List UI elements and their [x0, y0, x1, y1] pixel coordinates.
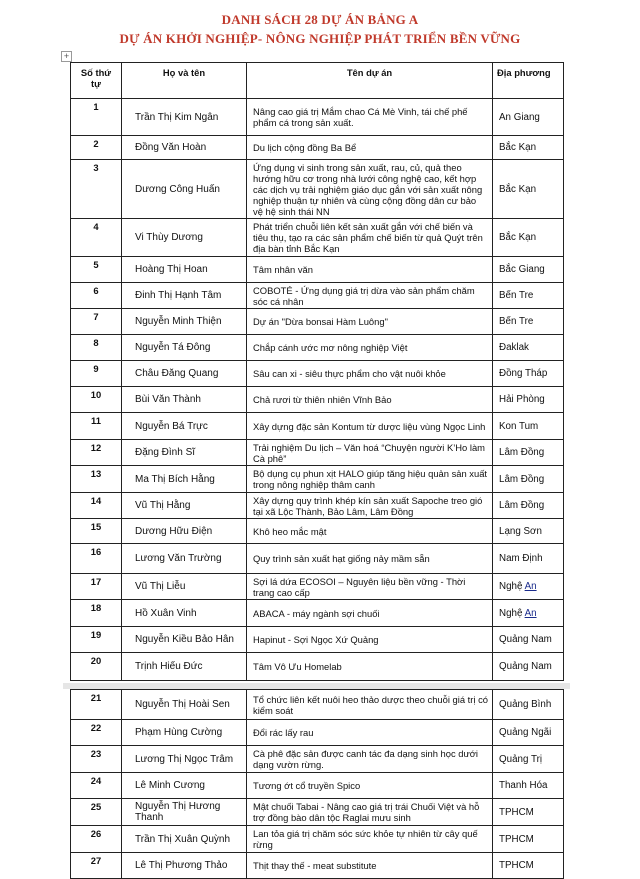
row-number-text: 12 [90, 442, 102, 453]
row-number [71, 690, 122, 720]
row-number [71, 773, 122, 799]
row-project [247, 466, 493, 493]
row-name-text: Dương Hữu Điện [135, 525, 213, 537]
row-number-text: 19 [90, 629, 102, 640]
document-title: DANH SÁCH 28 DỰ ÁN BẢNG A [221, 12, 419, 27]
row-location [493, 283, 564, 309]
row-project [247, 853, 493, 879]
table-row [71, 720, 564, 746]
row-location-text: Nghệ [499, 607, 523, 619]
row-location [493, 493, 564, 519]
table-row [71, 413, 564, 440]
row-name [122, 653, 247, 681]
row-location [493, 799, 564, 826]
row-number [71, 160, 122, 219]
row-number [71, 799, 122, 826]
row-name-text: Đồng Văn Hoàn [135, 142, 207, 153]
table-row [71, 627, 564, 653]
row-project-text: Khô heo mắc mật [253, 525, 327, 537]
row-name-text: Hoàng Thị Hoan [135, 264, 208, 275]
row-project-text: Tâm nhân văn [253, 264, 313, 275]
row-project-text: Tương ớt cổ truyền Spico [253, 780, 361, 791]
row-project-text: Thịt thay thế - meat substitute [253, 860, 377, 871]
row-project-text: Dự án "Dừa bonsai Hàm Luông" [253, 316, 388, 327]
row-name [122, 493, 247, 519]
table-row [71, 544, 564, 574]
row-number-text: 4 [93, 221, 99, 232]
row-location [493, 136, 564, 160]
row-project [247, 653, 493, 681]
row-number-text: 20 [90, 655, 102, 666]
row-location [493, 99, 564, 136]
row-project-text: Chắp cánh ước mơ nông nghiệp Việt [253, 342, 408, 353]
row-location [493, 309, 564, 335]
row-name-text: Ma Thị Bích Hằng [135, 473, 215, 485]
row-location-text: Lạng Sơn [499, 525, 542, 537]
row-project [247, 440, 493, 466]
row-name [122, 219, 247, 257]
row-number-text: 15 [90, 521, 102, 532]
row-number [71, 309, 122, 335]
row-number-text: 1 [93, 101, 99, 112]
row-location [493, 627, 564, 653]
row-location [493, 413, 564, 440]
row-number-text: 26 [90, 828, 102, 839]
row-project-text: Cà phê đặc sản được canh tác đa dạng sinh học dưới dạng vườn rừng. [253, 748, 478, 770]
table-row [71, 466, 564, 493]
row-location [493, 335, 564, 361]
row-location-text: Lâm Đồng [499, 473, 545, 485]
row-project [247, 257, 493, 283]
row-name [122, 720, 247, 746]
row-name [122, 544, 247, 574]
table-row [71, 574, 564, 600]
row-number [71, 826, 122, 853]
row-location [493, 826, 564, 853]
row-location [493, 773, 564, 799]
row-project-text: Xây dựng quy trình khép kín sản xuất Sapoche treo gió tại xã Lộc Thành, Bảo Lâm, Lâm Đồng [253, 494, 483, 517]
row-location [493, 387, 564, 413]
row-name-text: Hồ Xuân Vinh [135, 607, 197, 619]
row-project-text: Tổ chức liên kết nuôi heo thảo dược theo chuỗi giá trị có kiểm soát [253, 693, 488, 716]
row-project-text: Quy trình sản xuất hạt giống nảy mầm sẵn [253, 553, 430, 564]
table-row [71, 136, 564, 160]
row-name [122, 99, 247, 136]
row-location [493, 574, 564, 600]
document-subtitle: DỰ ÁN KHỞI NGHIỆP- NÔNG NGHIỆP PHÁT TRIỂN BỀN VỮNG [119, 31, 521, 46]
row-location [493, 600, 564, 627]
row-number [71, 361, 122, 387]
row-location [493, 690, 564, 720]
row-number-text: 14 [90, 495, 102, 506]
row-number [71, 283, 122, 309]
table-row [71, 690, 564, 720]
table-row [71, 283, 564, 309]
row-name-text: Trần Thị Kim Ngân [135, 111, 219, 123]
row-location-text: Bắc Kạn [499, 183, 537, 195]
row-location-text: TPHCM [499, 860, 534, 871]
row-location-text: Thanh Hóa [499, 780, 548, 791]
row-project [247, 136, 493, 160]
row-project [247, 544, 493, 574]
row-location [493, 746, 564, 773]
table-row [71, 493, 564, 519]
row-name-text: Bùi Văn Thành [135, 394, 201, 405]
row-name-text: Đặng Đình Sĩ [135, 447, 196, 458]
row-name-text: Vi Thùy Dương [135, 232, 203, 243]
row-location-text: TPHCM [499, 833, 534, 845]
row-project-text: Bộ dụng cụ phun xịt HALO giúp tăng hiệu quản sản xuất trong nông nghiệp thâm canh [253, 468, 488, 490]
row-location-text: Quảng Trị [499, 753, 543, 765]
row-project [247, 826, 493, 853]
row-name [122, 519, 247, 544]
row-project [247, 160, 493, 219]
row-name-text: Nguyễn Bá Trực [135, 420, 208, 432]
row-number-text: 7 [93, 311, 99, 322]
row-location [493, 361, 564, 387]
row-name-text: Lương Thị Ngọc Trâm [135, 753, 234, 765]
row-location-text: Quảng Ngãi [499, 727, 552, 738]
row-location-underlined: An [524, 581, 537, 592]
row-project-text: Sâu can xi - siêu thực phẩm cho vật nuôi khỏe [253, 368, 446, 379]
table-row [71, 335, 564, 361]
row-number-text: 17 [90, 576, 102, 587]
row-location [493, 257, 564, 283]
row-project [247, 720, 493, 746]
row-location-text: Đaklak [499, 342, 529, 353]
row-name [122, 853, 247, 879]
row-location [493, 219, 564, 257]
row-project-text: Nâng cao giá trị Mắm chao Cá Mè Vinh, tái chế phế phẩm cá trong sản xuất. [253, 106, 468, 128]
row-name [122, 335, 247, 361]
row-number [71, 519, 122, 544]
row-location-text: An Giang [499, 111, 540, 123]
row-project-text: COBOTÉ - Ứng dụng giá trị dừa vào sản phẩm chăm sóc cá nhân [253, 284, 475, 307]
row-name [122, 773, 247, 799]
row-name-text: Lê Minh Cương [135, 780, 205, 791]
row-name-text: Nguyễn Thị Hoài Sen [135, 699, 230, 710]
row-number [71, 257, 122, 283]
row-number [71, 99, 122, 136]
row-project [247, 574, 493, 600]
row-name-text: Nguyễn Tá Đông [135, 342, 211, 353]
row-project-text: Sợi lá dứa ECOSOI – Nguyên liệu bền vững - Thời trang cao cấp [253, 575, 466, 598]
table-row [71, 361, 564, 387]
row-number-text: 6 [93, 285, 99, 296]
row-location-text: Bến Tre [499, 290, 534, 301]
row-project [247, 799, 493, 826]
row-name-text: Phạm Hùng Cường [135, 727, 223, 738]
row-project [247, 335, 493, 361]
row-number [71, 335, 122, 361]
row-name-text: Nguyễn Kiều Bảo Hân [135, 634, 234, 645]
row-name [122, 466, 247, 493]
row-location-text: Kon Tum [499, 420, 539, 432]
row-number [71, 440, 122, 466]
table-row [71, 826, 564, 853]
row-number-text: 23 [90, 748, 102, 759]
row-project [247, 746, 493, 773]
header-no: Số thứ tự [71, 63, 122, 99]
row-location [493, 160, 564, 219]
row-name [122, 826, 247, 853]
header-name: Họ và tên [122, 63, 247, 99]
row-name [122, 413, 247, 440]
table-row [71, 309, 564, 335]
table-row [71, 387, 564, 413]
row-number-text: 8 [93, 337, 99, 348]
row-location [493, 853, 564, 879]
row-number [71, 627, 122, 653]
row-project [247, 627, 493, 653]
table-move-handle-icon[interactable]: + [61, 51, 72, 62]
row-location [493, 544, 564, 574]
row-name [122, 440, 247, 466]
row-location-text: Bắc Kạn [499, 232, 537, 243]
table-row [71, 853, 564, 879]
row-number [71, 387, 122, 413]
row-project-text: ABACA - máy ngành sợi chuối [253, 607, 380, 619]
table-row [71, 600, 564, 627]
row-number-text: 27 [90, 855, 102, 866]
row-project-text: Trải nghiệm Du lịch – Văn hoá “Chuyện người K’Ho làm Cà phê” [253, 441, 485, 464]
row-name-text: Châu Đăng Quang [135, 368, 219, 379]
row-name-text: Lương Văn Trường [135, 553, 222, 564]
row-location-underlined: An [524, 607, 537, 619]
row-number [71, 574, 122, 600]
row-location-text: Quảng Nam [499, 634, 552, 645]
row-name-text: Nguyễn Minh Thiện [135, 316, 222, 327]
row-name [122, 160, 247, 219]
row-name [122, 690, 247, 720]
row-name-text: Lê Thị Phương Thảo [135, 860, 228, 871]
row-project-text: Đổi rác lấy rau [253, 727, 314, 738]
row-name [122, 257, 247, 283]
row-number [71, 136, 122, 160]
row-location-text: Lâm Đồng [499, 447, 545, 458]
row-name-text: Vũ Thị Liễu [135, 581, 186, 592]
row-project-text: Xây dựng đặc sản Kontum từ dược liệu vùng Ngọc Linh [253, 420, 486, 432]
row-project-text: Du lịch cộng đồng Ba Bể [253, 142, 357, 153]
row-project [247, 361, 493, 387]
row-name-text: Dương Công Huấn [135, 183, 220, 195]
table-row [71, 519, 564, 544]
table-row [71, 653, 564, 681]
row-location-text: Bến Tre [499, 316, 534, 327]
row-number-text: 18 [90, 602, 102, 613]
row-name [122, 283, 247, 309]
row-number [71, 493, 122, 519]
row-project-text: Tâm Vô Ưu Homelab [253, 661, 342, 672]
row-name [122, 309, 247, 335]
row-number-text: 9 [93, 363, 99, 374]
row-project [247, 413, 493, 440]
row-name [122, 799, 247, 826]
row-name [122, 574, 247, 600]
row-location-text: Hải Phòng [499, 394, 545, 405]
row-project [247, 493, 493, 519]
row-number-text: 25 [90, 801, 102, 812]
row-location-text: Quảng Nam [499, 661, 552, 672]
row-name [122, 627, 247, 653]
row-location [493, 720, 564, 746]
row-number [71, 653, 122, 681]
table-row [71, 219, 564, 257]
row-number [71, 600, 122, 627]
row-number-text: 11 [91, 415, 101, 426]
row-location-text: Quảng Bình [499, 699, 552, 710]
row-project-text: Hapinut - Sợi Ngọc Xứ Quảng [253, 634, 379, 645]
table-row [71, 773, 564, 799]
row-location-text: Lâm Đồng [499, 500, 545, 511]
row-project [247, 99, 493, 136]
row-project-text: Phát triển chuỗi liên kết sản xuất gắn với chế biến và tiêu thụ, tạo ra các sản phẩm chế biến từ quả Quýt trên địa bàn tỉnh Bắc Kạn [253, 221, 483, 254]
row-project [247, 309, 493, 335]
row-location-text: Nghệ [499, 581, 523, 592]
row-number-text: 5 [93, 259, 99, 270]
row-number [71, 853, 122, 879]
table-row [71, 257, 564, 283]
row-name [122, 361, 247, 387]
row-number-text: 10 [90, 389, 102, 400]
row-number-text: 16 [90, 546, 102, 557]
table-row [71, 99, 564, 136]
row-number-text: 13 [90, 468, 102, 479]
row-project [247, 690, 493, 720]
row-project-text: Lan tỏa giá trị chăm sóc sức khỏe tự nhiên từ cây quế rừng [253, 828, 478, 850]
row-number-text: 3 [93, 162, 99, 173]
row-number-text: 24 [90, 775, 102, 786]
row-number [71, 544, 122, 574]
row-location [493, 653, 564, 681]
projects-table-page1 [70, 62, 564, 681]
header-location: Địa phương [493, 63, 564, 99]
row-name-text: Trịnh Hiếu Đức [135, 661, 203, 672]
row-project-text: Chả rươi từ thiên nhiên Vĩnh Bảo [253, 394, 392, 405]
projects-table-page2 [70, 689, 564, 879]
row-number-text: 22 [90, 722, 102, 733]
row-number [71, 219, 122, 257]
row-location-text: TPHCM [499, 806, 534, 818]
row-name-text: Đinh Thị Hạnh Tâm [135, 290, 222, 301]
row-location [493, 440, 564, 466]
row-location-text: Đồng Tháp [499, 368, 548, 379]
row-location-text: Nam Định [499, 553, 543, 564]
row-location-text: Bắc Kạn [499, 142, 537, 153]
row-project [247, 773, 493, 799]
table-row [71, 746, 564, 773]
row-name [122, 136, 247, 160]
row-number-text: 21 [90, 692, 102, 703]
header-project: Tên dự án [247, 63, 493, 99]
row-project-text: Ứng dụng vi sinh trong sản xuất, rau, củ, quả theo hướng hữu cơ trong nhà lưới công nghệ cao, kết hợp các dịch vụ trải nghiệm giáo dục gắn với sản xuất nông nghiệp thuận tự nhiên và cùng cộng đồng dân cư bảo vệ hệ sinh thái NN [253, 161, 483, 217]
row-name [122, 746, 247, 773]
table-row [71, 440, 564, 466]
row-location-text: Bắc Giang [499, 264, 545, 275]
row-project [247, 600, 493, 627]
row-number [71, 413, 122, 440]
row-name [122, 387, 247, 413]
row-project [247, 283, 493, 309]
row-name-text: Trần Thị Xuân Quỳnh [135, 833, 231, 845]
row-number [71, 466, 122, 493]
row-number-text: 2 [93, 138, 99, 149]
table-row [71, 160, 564, 219]
row-project [247, 219, 493, 257]
row-project-text: Mật chuối Tabai - Nâng cao giá trị trái Chuối Việt và hỗ trợ đồng bào dân tộc Raglai mưu sinh [253, 801, 480, 823]
row-number [71, 720, 122, 746]
row-name-text: Vũ Thị Hằng [135, 500, 191, 511]
row-location [493, 466, 564, 493]
row-location [493, 519, 564, 544]
row-project [247, 387, 493, 413]
row-name [122, 600, 247, 627]
row-number [71, 746, 122, 773]
row-project [247, 519, 493, 544]
table-row [71, 799, 564, 826]
row-name-text: Nguyễn Thị Hương Thanh [135, 801, 221, 823]
